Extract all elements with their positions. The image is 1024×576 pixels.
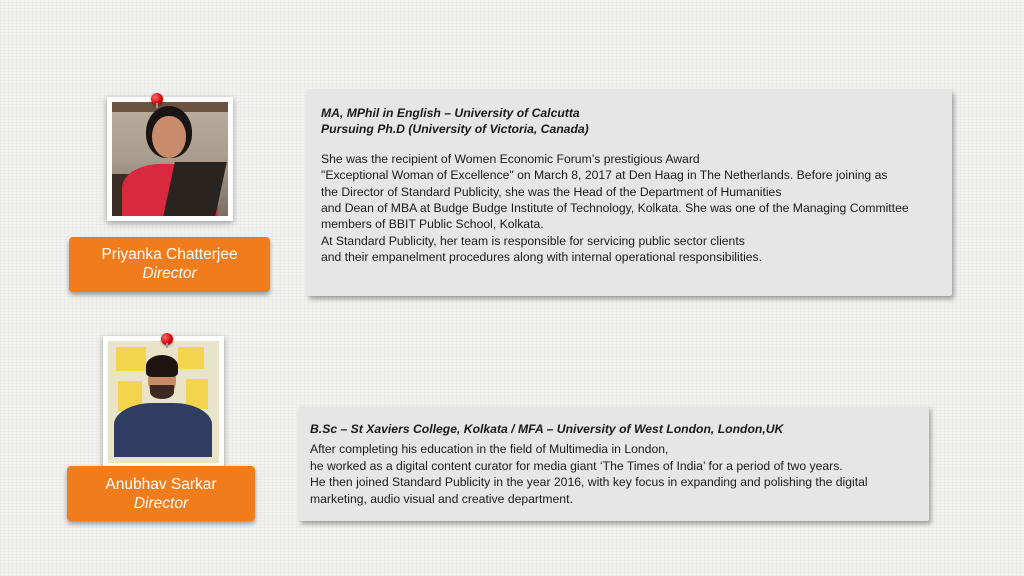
bio-line: She was the recipient of Women Economic Forum’s prestigious Award — [321, 151, 700, 166]
person-name: Anubhav Sarkar — [105, 476, 217, 493]
bio-line: After completing his education in the field of Multimedia in London, — [310, 442, 669, 457]
profile-photo-priyanka — [112, 102, 228, 216]
bio-line: members of BBIT Public School, Kolkata. — [321, 217, 544, 232]
bio-line: marketing, audio visual and creative department. — [310, 491, 573, 506]
name-tag-anubhav — [67, 466, 255, 521]
person-role: Director — [142, 265, 197, 282]
profile-photo-frame-priyanka — [107, 97, 233, 221]
qualification-line: Pursuing Ph.D (University of Victoria, Canada) — [321, 122, 589, 137]
person-role: Director — [133, 495, 189, 512]
person-name: Priyanka Chatterjee — [101, 246, 238, 263]
bio-line: At Standard Publicity, her team is responsible for servicing public sector clients — [321, 233, 745, 248]
bio-box-priyanka — [307, 90, 952, 296]
bio-line: "Exceptional Woman of Excellence" on March 8, 2017 at Den Haag in The Netherlands. Before joining as — [321, 168, 888, 183]
pushpin-icon — [151, 93, 163, 105]
bio-line: he worked as a digital content curator for media giant ‘The Times of India’ for a period of two years. — [310, 458, 843, 473]
name-tag-priyanka — [69, 237, 270, 292]
profile-photo-anubhav — [108, 341, 219, 463]
bio-box-anubhav — [299, 406, 929, 521]
bio-line: the Director of Standard Publicity, she was the Head of the Department of Humanities — [321, 184, 782, 199]
qualification-line: MA, MPhil in English – University of Calcutta — [321, 106, 580, 120]
pushpin-icon — [161, 333, 173, 345]
profile-photo-frame-anubhav — [103, 336, 224, 468]
bio-line: and Dean of MBA at Budge Budge Institute of Technology, Kolkata. She was one of the Managing Committee — [321, 201, 909, 216]
bio-line: and their empanelment procedures along with internal operational responsibilities. — [321, 250, 763, 265]
qualification-line: B.Sc – St Xaviers College, Kolkata / MFA – University of West London, London,UK — [310, 422, 784, 436]
bio-line: He then joined Standard Publicity in the year 2016, with key focus in expanding and polishing the digital — [310, 475, 868, 490]
